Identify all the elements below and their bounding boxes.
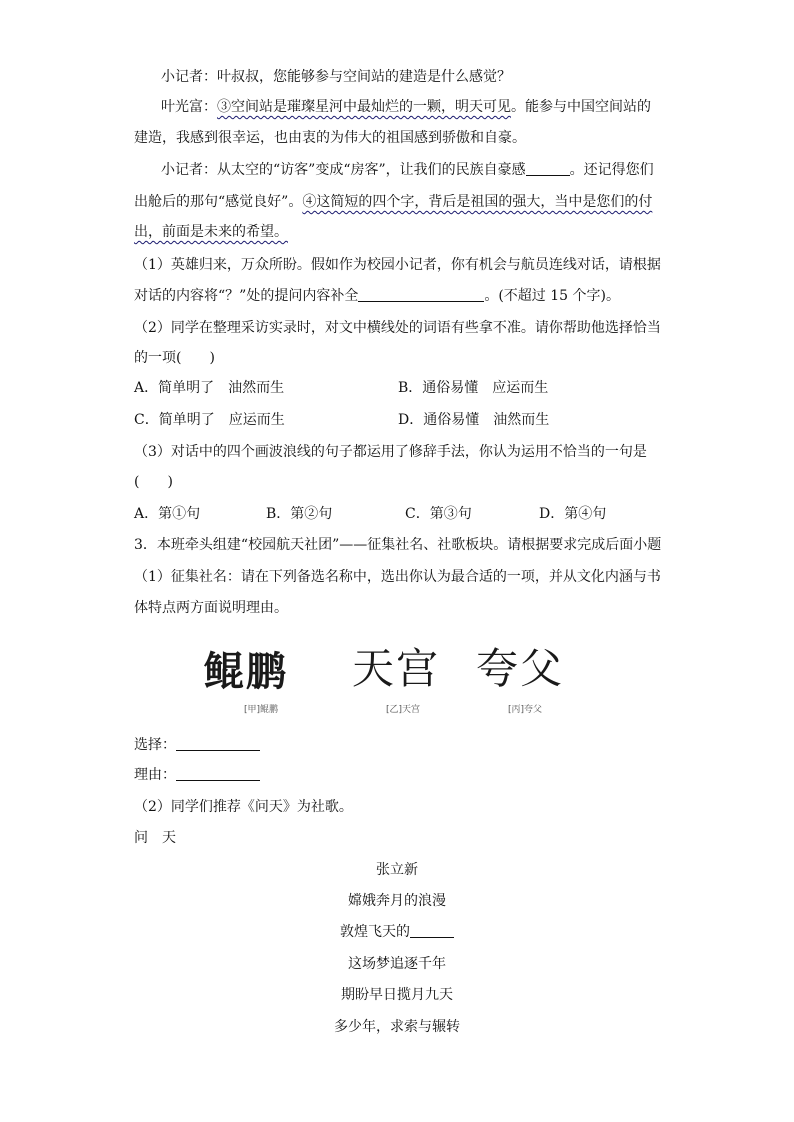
caption-jia: [甲]鲲鹏 bbox=[244, 705, 279, 715]
task3-text: 体特点两方面说明理由。 bbox=[134, 600, 288, 616]
task3-text: （1）征集社名：请在下列备选名称中，选出你认为最合适的一项，并从文化内涵与书 bbox=[134, 569, 661, 585]
poem-author-text: 张立新 bbox=[376, 862, 418, 878]
option-label: D．第④句 bbox=[539, 506, 607, 522]
poem-title bbox=[134, 828, 176, 848]
q3-text: ( ) bbox=[134, 474, 173, 490]
q3-line-2 bbox=[134, 472, 173, 492]
answer-blank[interactable] bbox=[526, 161, 570, 176]
seal-script-figure bbox=[200, 636, 600, 716]
poem-line-text: 这场梦追逐千年 bbox=[348, 956, 446, 972]
poem-line-5 bbox=[0, 1017, 794, 1037]
dialogue-text: 。还记得您们 bbox=[569, 162, 654, 178]
caption-bing: [丙]夸父 bbox=[508, 705, 543, 715]
caption-yi: [乙]天宫 bbox=[386, 705, 421, 715]
task3-sub1-line-2 bbox=[134, 598, 288, 618]
q1-text: 。(不超过 15 个字)。 bbox=[484, 288, 620, 304]
dialogue-text: 出舱后的那句“感觉良好”。 bbox=[134, 194, 303, 210]
q1-answer-blank[interactable] bbox=[358, 287, 484, 302]
task3-sub2 bbox=[134, 797, 353, 817]
wavy-sentence-3: ③空间站是璀璨星河中最灿烂的一颗，明天可见 bbox=[217, 99, 511, 115]
q3-line-1 bbox=[134, 442, 647, 462]
reason-row bbox=[134, 765, 260, 785]
dialogue-line-5 bbox=[134, 192, 652, 212]
speaker-label: 叶光富： bbox=[161, 99, 217, 115]
dialogue-text: 建造，我感到很幸运，也由衷的为伟大的祖国感到骄傲和自豪。 bbox=[134, 130, 526, 146]
q2-line-1 bbox=[134, 318, 661, 338]
q3-option-d[interactable] bbox=[539, 504, 606, 524]
dialogue-line-3 bbox=[134, 128, 526, 148]
dialogue-text: 。能参与中国空间站的 bbox=[511, 99, 651, 115]
poem-line-text: 敦煌飞天的 bbox=[340, 924, 410, 940]
poem-line-1 bbox=[0, 891, 794, 911]
poem-title-text: 问 天 bbox=[134, 830, 176, 846]
dialogue-text: 小记者：叶叔叔，您能够参与空间站的建造是什么感觉？ bbox=[161, 69, 511, 85]
q2-option-a[interactable] bbox=[134, 378, 284, 398]
reason-label: 理由： bbox=[134, 767, 176, 783]
option-label: A．第①句 bbox=[134, 506, 201, 522]
q2-option-d[interactable] bbox=[398, 410, 549, 430]
q1-text: 对话的内容将“？”处的提问内容补全 bbox=[134, 288, 359, 304]
q2-option-b[interactable] bbox=[398, 378, 548, 398]
choose-label: 选择： bbox=[134, 737, 176, 753]
poem-line-3 bbox=[0, 954, 794, 974]
seal-kuafu: 夸父 bbox=[476, 644, 565, 693]
q1-text: （1）英雄归来，万众所盼。假如作为校园小记者，你有机会与航员连线对话，请根据 bbox=[134, 257, 661, 273]
wavy-sentence-4: ④这简短的四个字，背后是祖国的强大，当中是您们的付 bbox=[302, 194, 653, 210]
seal-kunpeng: 鲲鹏 bbox=[204, 648, 288, 695]
q2-line-2 bbox=[134, 348, 215, 368]
option-label: D．通俗易懂 油然而生 bbox=[398, 412, 550, 428]
poem-line-text: 多少年，求索与辗转 bbox=[334, 1019, 460, 1035]
option-label: C．简单明了 应运而生 bbox=[134, 412, 285, 428]
poem-author bbox=[0, 860, 794, 880]
wavy-sentence-4-cont: 出，前面是未来的希望。 bbox=[134, 224, 288, 240]
task3-text: （2）同学们推荐《问天》为社歌。 bbox=[134, 799, 353, 815]
poem-line-4 bbox=[0, 985, 794, 1005]
q1-line-1 bbox=[134, 255, 661, 275]
choose-blank[interactable] bbox=[176, 736, 260, 751]
q3-option-c[interactable] bbox=[405, 504, 472, 524]
q2-option-c[interactable] bbox=[134, 410, 285, 430]
dialogue-text: 小记者：从太空的“访客”变成“房客”，让我们的民族自豪感 bbox=[161, 162, 526, 178]
option-label: B．通俗易懂 应运而生 bbox=[398, 380, 549, 396]
q3-text: （3）对话中的四个画波浪线的句子都运用了修辞手法，你认为运用不恰当的一句是 bbox=[134, 444, 647, 460]
choose-row bbox=[134, 735, 260, 755]
task3-sub1-line-1 bbox=[134, 567, 661, 587]
q2-text: （2）同学在整理采访实录时，对文中横线处的词语有些拿不准。请你帮助他选择恰当 bbox=[134, 320, 661, 336]
reason-blank[interactable] bbox=[176, 766, 260, 781]
poem-blank[interactable] bbox=[410, 923, 454, 938]
poem-line-text: 嫦娥奔月的浪漫 bbox=[348, 893, 446, 909]
q3-option-a[interactable] bbox=[134, 504, 200, 524]
task3-text: 3．本班牵头组建“校园航天社团”——征集社名、社歌板块。请根据要求完成后面小题 bbox=[134, 537, 662, 553]
poem-line-2 bbox=[0, 922, 794, 942]
option-label: C．第③句 bbox=[405, 506, 472, 522]
seal-tiangong: 天宫 bbox=[352, 644, 441, 693]
dialogue-line-6 bbox=[134, 222, 288, 242]
q2-text: 的一项( ) bbox=[134, 350, 215, 366]
poem-line-text: 期盼早日揽月九天 bbox=[341, 987, 453, 1003]
q1-line-2 bbox=[134, 286, 620, 306]
option-label: A．简单明了 油然而生 bbox=[134, 380, 285, 396]
option-label: B．第②句 bbox=[266, 506, 333, 522]
dialogue-line-2 bbox=[161, 97, 651, 117]
dialogue-line-4 bbox=[161, 160, 654, 180]
q3-option-b[interactable] bbox=[266, 504, 332, 524]
task3-line-1 bbox=[134, 535, 661, 555]
dialogue-line-1 bbox=[161, 67, 511, 87]
